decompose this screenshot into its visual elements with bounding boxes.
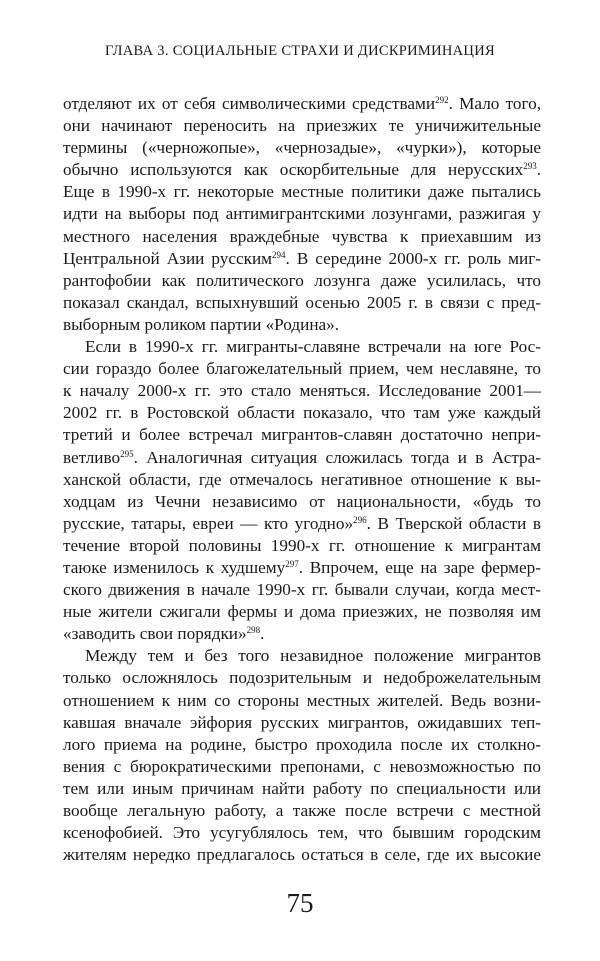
text-line (63, 822, 541, 844)
text-span: рантофобии как политического лозунга даже усилилась, что (63, 270, 541, 290)
text-line (63, 513, 541, 535)
page-number: 75 (286, 888, 314, 918)
text-line (63, 93, 541, 115)
text-span: обычно используются как оскорбительные для нерусских (63, 160, 524, 180)
text-line (63, 292, 541, 314)
text-span: . (536, 160, 541, 180)
text-span: показал скандал, вспыхнувший осенью 2005 г. в связи с пред- (63, 292, 541, 312)
running-header: ГЛАВА 3. СОЦИАЛЬНЫЕ СТРАХИ И ДИСКРИМИНАЦИЯ (105, 43, 495, 59)
text-span: . В Тверской области в (366, 513, 541, 533)
text-span: ского движения в начале 1990-х гг. бывали случаи, когда мест- (63, 580, 541, 600)
text-span: местного населения враждебные чувства к приехавшим из (63, 226, 541, 246)
text-span: . (260, 624, 265, 644)
text-line (63, 844, 541, 866)
text-span: . В середине 2000-х гг. роль миг- (285, 248, 541, 268)
text-line (63, 800, 541, 822)
text-line (63, 402, 541, 424)
text-span: выборным роликом партии «Родина». (63, 314, 340, 334)
text-line (63, 159, 541, 181)
text-span: они начинают переносить на приезжих те уничижительные (63, 116, 541, 136)
text-span: течение второй половины 1990-х гг. отношение к мигрантам (63, 535, 541, 555)
footnote-marker: 293 (523, 161, 537, 172)
text-line (63, 424, 541, 446)
text-line (63, 535, 541, 557)
text-line (63, 226, 541, 248)
footnote-marker: 298 (246, 625, 261, 636)
text-span: ксенофобией. Это усугублялось тем, что бывшим городским (63, 823, 541, 843)
text-span: термины («черножопые», «чернозадые», «чурки»), которые (63, 138, 541, 158)
text-span: Центральной Азии русским (63, 248, 273, 268)
text-line (63, 203, 541, 225)
text-span: . Аналогичная ситуация сложилась тогда и в Астра- (133, 447, 541, 467)
text-span: идти на выборы под антимигрантскими лозунгами, разжигая у (63, 204, 541, 224)
text-span: отношением к ним со стороны местных жителей. Ведь возни- (63, 690, 541, 710)
text-line (63, 579, 541, 601)
text-line (63, 645, 541, 667)
body-text (63, 93, 541, 866)
text-line (63, 623, 541, 645)
text-line (63, 447, 541, 469)
text-span: к началу 2000-х гг. это стало меняться. Исследование 2001— (63, 381, 541, 401)
text-span: . Впрочем, еще на заре фермер- (298, 557, 541, 577)
text-line (63, 712, 541, 734)
text-line (63, 336, 541, 358)
text-span: ходцам из Чечни независимо от национальности, «будь то (63, 491, 541, 511)
text-line (63, 314, 541, 336)
text-line (63, 358, 541, 380)
text-span: ветливо (63, 447, 121, 467)
text-span: только осложнялось подозрительным и недоброжелательным (63, 668, 541, 688)
text-span: сии гораздо более благожелательный прием, чем неславяне, то (63, 359, 541, 379)
text-line (63, 469, 541, 491)
text-line (63, 756, 541, 778)
text-span: таюке изменилось к худшему (63, 557, 286, 577)
text-line (63, 181, 541, 203)
text-span: отделяют их от себя символическими средствами (63, 94, 436, 113)
footnote-marker: 294 (272, 249, 286, 260)
text-span: . Мало того, (448, 94, 541, 113)
footnote-marker: 296 (353, 514, 367, 525)
text-span: лого приема на родине, быстро проходила после их столкно- (63, 734, 541, 754)
text-span: третий и более встречал мигрантов-славян достаточно непри- (63, 425, 541, 445)
text-line (63, 667, 541, 689)
text-span: ные жители сжигали фермы и дома приезжих, не позволяя им (63, 602, 541, 622)
text-line (63, 690, 541, 712)
text-line (63, 778, 541, 800)
text-span: кавшая вначале эйфория русских мигрантов, ожидавших теп- (63, 712, 541, 732)
text-line (63, 137, 541, 159)
text-line (63, 491, 541, 513)
text-span: тем или иным причинам найти работу по специальности или (63, 778, 541, 798)
text-span: вения с бюрократическими препонами, с невозможностью по (63, 756, 541, 776)
text-span: ханской области, где отмечалось негативное отношение к вы- (63, 469, 541, 489)
text-span: Между тем и без того незавидное положение мигрантов (85, 646, 541, 666)
text-line (63, 601, 541, 623)
text-line (63, 270, 541, 292)
text-span: 2002 гг. в Ростовской области показало, что там уже каждый (63, 403, 541, 423)
text-span: вообще легальную работу, а также после встречи с местной (63, 801, 541, 820)
footnote-marker: 292 (435, 95, 449, 105)
text-span: русские, татары, евреи — кто угодно» (63, 513, 354, 533)
text-span: жителям нередко предлагалось остаться в селе, где их высокие (63, 845, 541, 865)
text-line (63, 734, 541, 756)
text-line (63, 380, 541, 402)
text-line (63, 557, 541, 579)
footnote-marker: 297 (285, 558, 299, 569)
text-line (63, 248, 541, 270)
text-span: Если в 1990-х гг. мигранты-славяне встречали на юге Рос- (85, 337, 541, 357)
footnote-marker: 295 (120, 448, 134, 459)
text-span: Еще в 1990-х гг. некоторые местные политики даже пытались (63, 182, 541, 202)
text-span: «заводить свои порядки» (63, 624, 247, 644)
text-line (63, 115, 541, 137)
